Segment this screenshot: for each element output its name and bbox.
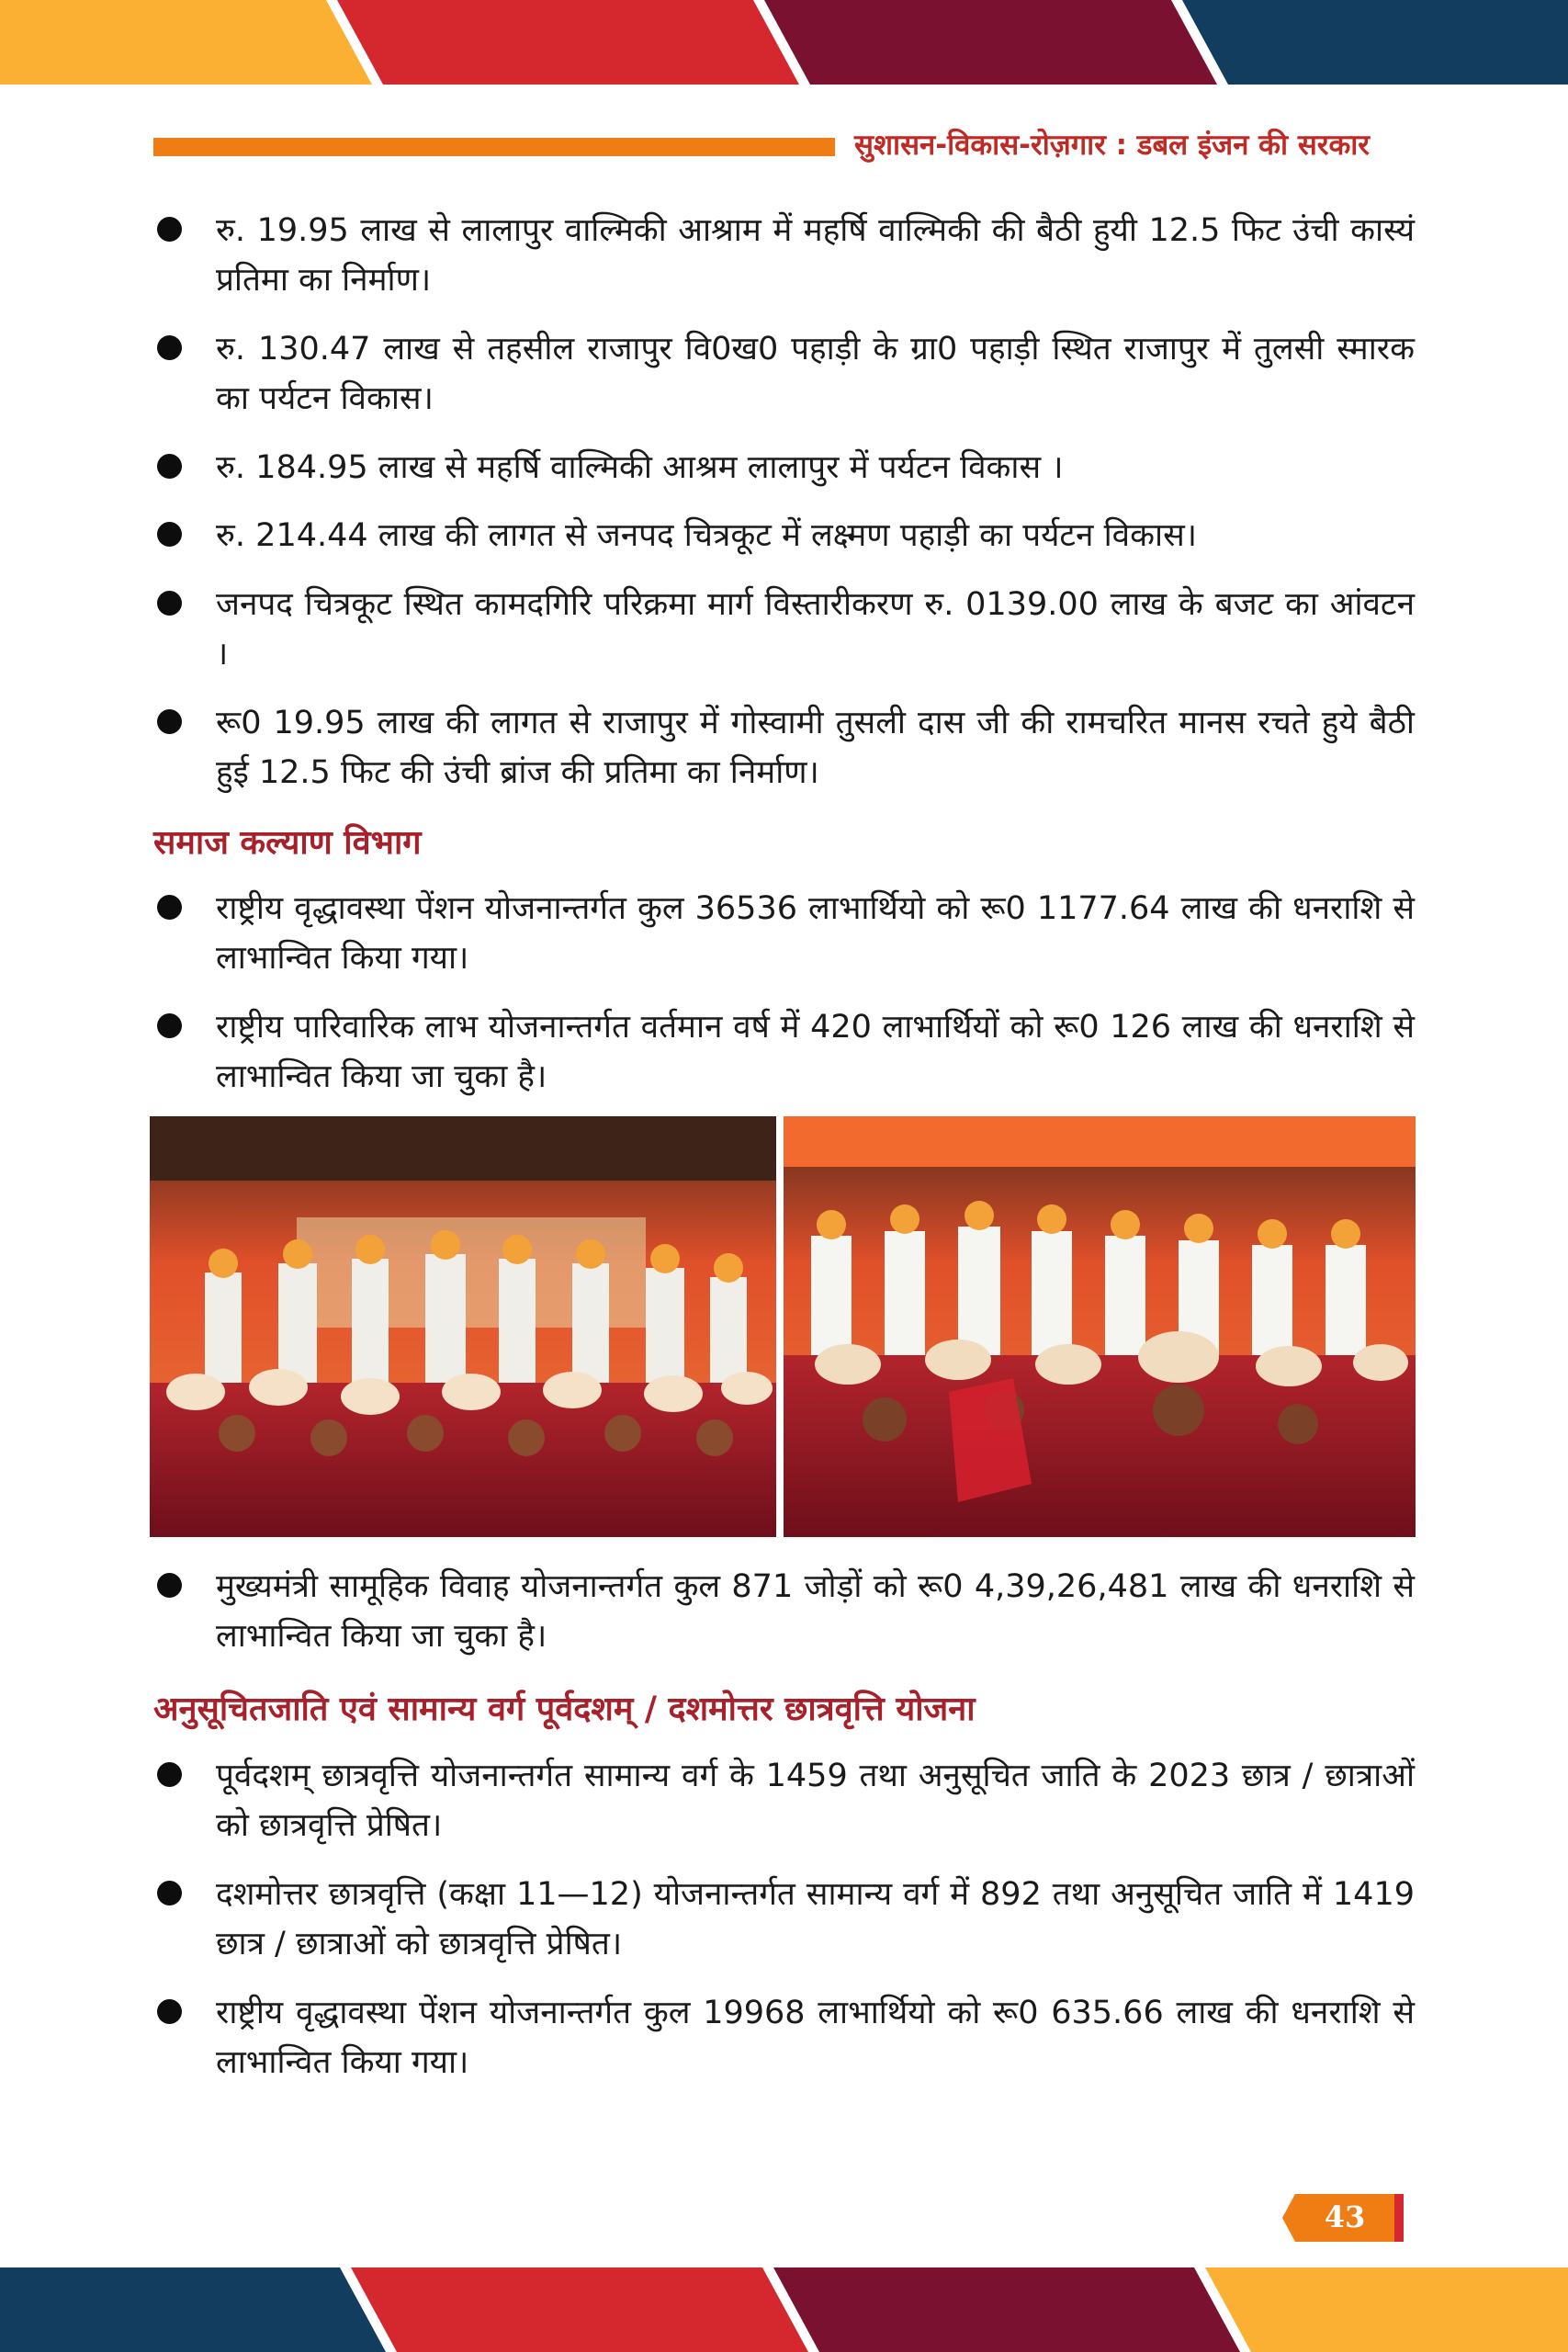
list-item-text: मुख्यमंत्री सामूहिक विवाह योजनान्तर्गत कुल 871 जोड़ों को रू0 4,39,26,481 लाख की धनराशि से लाभान्वित किया जा चुका है। bbox=[216, 1568, 1415, 1655]
list-item bbox=[153, 206, 1415, 305]
page-number-tab bbox=[1282, 2194, 1409, 2242]
bullet-icon bbox=[157, 895, 182, 920]
section-heading-welfare: समाज कल्याण विभाग bbox=[153, 823, 422, 862]
list-item bbox=[153, 511, 1415, 560]
list-item-text: पूर्वदशम् छात्रवृत्ति योजनान्तर्गत सामान्य वर्ग के 1459 तथा अनुसूचित जाति के 2023 छात्र / छात्राओं को छात्रवृत्ति प्रेषित। bbox=[216, 1758, 1415, 1844]
list-item bbox=[153, 1751, 1415, 1850]
top-color-band bbox=[0, 0, 1568, 85]
bullet-icon bbox=[157, 1881, 182, 1905]
list-item bbox=[153, 1562, 1415, 1661]
bullet-icon bbox=[157, 1573, 182, 1598]
list-item bbox=[153, 443, 1415, 492]
list-item bbox=[153, 884, 1415, 983]
header-accent-line bbox=[153, 138, 835, 156]
page-number: 43 bbox=[1324, 2199, 1366, 2234]
header-title: सुशासन-विकास-रोज़गार : डबल इंजन की सरकार bbox=[854, 129, 1370, 162]
list-item bbox=[153, 1002, 1415, 1102]
list-item-text: राष्ट्रीय वृद्धावस्था पेंशन योजनान्तर्गत कुल 19968 लाभार्थियो को रू0 635.66 लाख की धनराशि से लाभान्वित किया गया। bbox=[216, 1995, 1415, 2081]
wedding-ceremony-photo-left bbox=[150, 1116, 776, 1537]
list-item-text: दशमोत्तर छात्रवृत्ति (कक्षा 11—12) योजनान्तर्गत सामान्य वर्ग में 892 तथा अनुसूचित जाति में 1419 छात्र / छात्राओं को छात्रवृत्ति प्रेषित। bbox=[216, 1876, 1415, 1962]
bullet-icon bbox=[157, 709, 182, 734]
list-item bbox=[153, 580, 1415, 679]
list-item bbox=[153, 1988, 1415, 2087]
bullet-icon bbox=[157, 335, 182, 360]
bullet-icon bbox=[157, 591, 182, 616]
bullet-icon bbox=[157, 522, 182, 547]
bullet-icon bbox=[157, 1762, 182, 1787]
list-item-text: रु. 19.95 लाख से लालापुर वाल्मिकी आश्राम में महर्षि वाल्मिकी की बैठी हुयी 12.5 फिट उंची कास्यं प्रतिमा का निर्माण। bbox=[216, 212, 1415, 299]
bullet-icon bbox=[157, 217, 182, 242]
list-item-text: रु. 184.95 लाख से महर्षि वाल्मिकी आश्रम लालापुर में पर्यटन विकास । bbox=[216, 449, 1064, 486]
list-item bbox=[153, 324, 1415, 424]
list-item-text: जनपद चित्रकूट स्थित कामदगिरि परिक्रमा मार्ग विस्तारीकरण रु. 0139.00 लाख के बजट का आंवटन । bbox=[216, 586, 1415, 673]
list-item-text: राष्ट्रीय पारिवारिक लाभ योजनान्तर्गत वर्तमान वर्ष में 420 लाभार्थियों को रू0 126 लाख की धनराशि से लाभान्वित किया जा चुका है। bbox=[216, 1009, 1415, 1095]
list-item-text: रु. 130.47 लाख से तहसील राजापुर वि0ख0 पहाड़ी के ग्रा0 पहाड़ी स्थित राजापुर में तुलसी स्मारक का पर्यटन विकास। bbox=[216, 331, 1415, 417]
list-item-text: राष्ट्रीय वृद्धावस्था पेंशन योजनान्तर्गत कुल 36536 लाभार्थियो को रू0 1177.64 लाख की धनराशि से लाभान्वित किया गया। bbox=[216, 890, 1415, 977]
bullet-icon bbox=[157, 1999, 182, 2024]
bullet-icon bbox=[157, 454, 182, 479]
bullet-icon bbox=[157, 1013, 182, 1038]
section-heading-scholarship: अनुसूचितजाति एवं सामान्य वर्ग पूर्वदशम् / दशमोत्तर छात्रवृत्ति योजना bbox=[153, 1690, 976, 1728]
photo-strip bbox=[150, 1116, 1416, 1537]
list-item-text: रु. 214.44 लाख की लागत से जनपद चित्रकूट में लक्ष्मण पहाड़ी का पर्यटन विकास। bbox=[216, 517, 1197, 554]
bottom-color-band bbox=[0, 2267, 1568, 2352]
list-item-text: रू0 19.95 लाख की लागत से राजापुर में गोस्वामी तुसली दास जी की रामचरित मानस रचते हुये बैठी हुई 12.5 फिट की उंची ब्रांज की प्रतिमा का निर्माण। bbox=[216, 705, 1415, 791]
list-item bbox=[153, 698, 1415, 797]
wedding-ceremony-photo-right bbox=[784, 1116, 1416, 1537]
list-item bbox=[153, 1870, 1415, 1969]
